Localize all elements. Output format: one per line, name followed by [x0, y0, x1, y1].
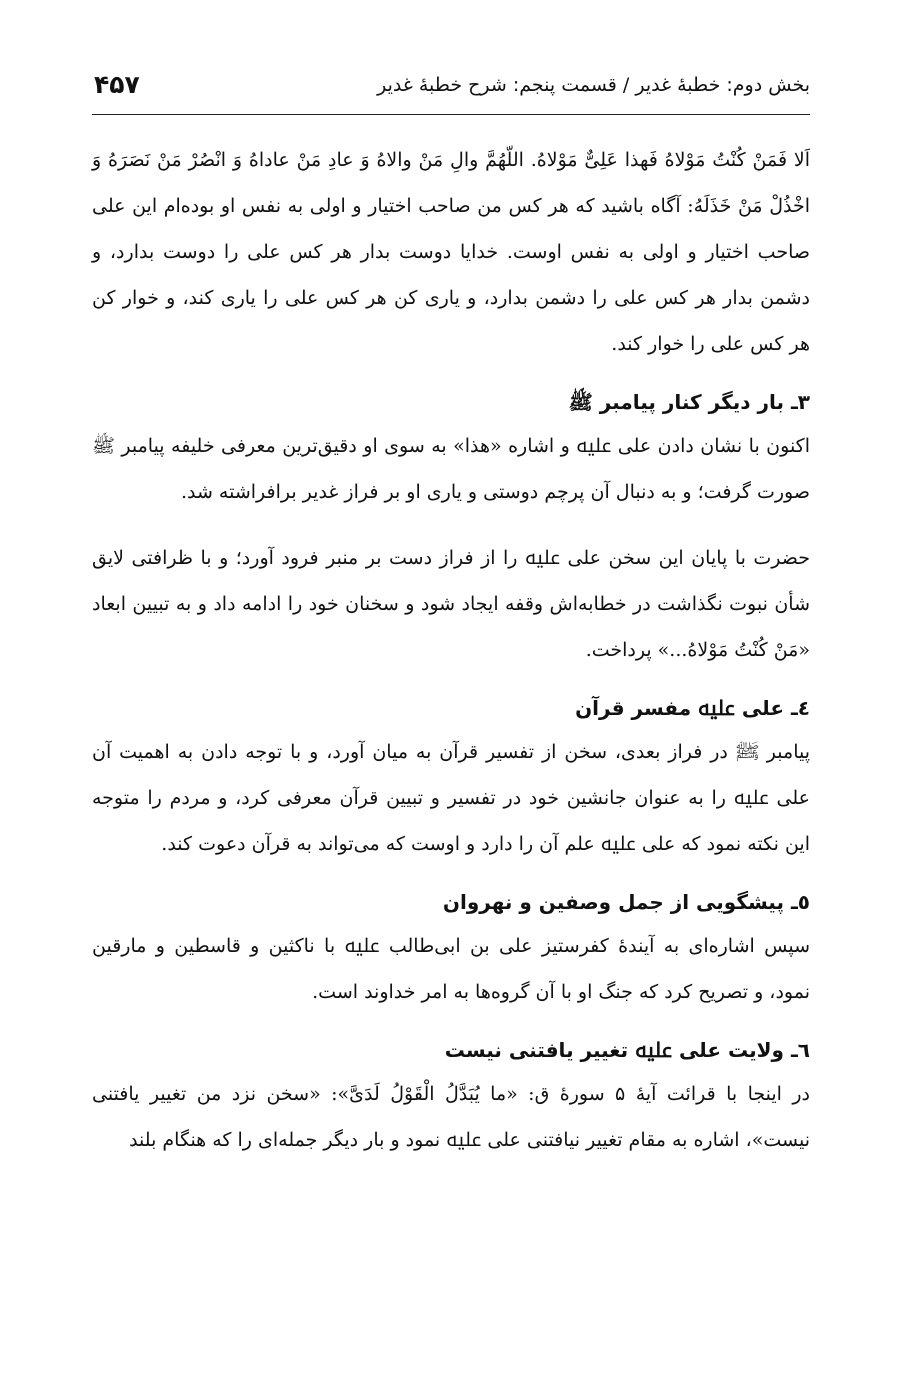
paragraph-prophecy: سپس اشاره‌ای به آیندهٔ کفرستیز علی بن ابی‌طالب ﷷ با ناکثین و قاسطین و مارقین نمود، و تصریح کرد که جنگ او با آن گروه‌ها به امر خداوند است.	[92, 935, 810, 1003]
running-header	[92, 68, 810, 115]
running-title: بخش دوم: خطبهٔ غدیر / قسمت پنجم: شرح خطبهٔ غدیر	[377, 74, 810, 96]
section-heading-6: ٦ـ ولایت علی ﷷ تغییر یافتنی نیست	[444, 1038, 810, 1062]
paragraph-unchangeable-wilayah: در اینجا با قرائت آیهٔ ۵ سورهٔ ق: «ما یُبَدَّلُ الْقَوْلُ لَدَیَّ»: «سخن نزد من تغییر یافتنی نیست»، اشاره به مقام تغییر نیافتنی علی ﷷ نمود و بار دیگر جمله‌ای را که هنگام بلند	[92, 1083, 810, 1151]
paragraph-hadith-translation: اَلا فَمَنْ کُنْتُ مَوْلاهُ فَهذا عَلِیٌّ مَوْلاهُ. اللّهُمَّ والِ مَنْ والاهُ وَ عادِ مَنْ عاداهُ وَ انْصُرْ مَنْ نَصَرَهُ وَ اخْذُلْ مَنْ خَذَلَهُ: آگاه باشید که هر کس من صاحب اختیار و اولی به نفس او بوده‌ام این علی صاحب اختیار و اولی به نفس اوست. خدایا دوست بدار هر کس علی را دوست بدارد، و دشمن بدار هر کس علی را دشمن بدارد، و یاری کن هر کس علی را یاری کند، و خوار کن هر کس علی را خوار کند.	[92, 149, 810, 355]
paragraph-introduction-of-successor: اکنون با نشان دادن علی ﷷ و اشاره «هذا» به سوی او دقیق‌ترین معرفی خلیفه پیامبر ﷺ صورت گرفت؛ و به دنبال آن پرچم دوستی و یاری او بر فراز غدیر برافراشته شد.	[92, 435, 810, 503]
paragraph-continuation-of-sermon: حضرت با پایان این سخن علی ﷷ را از فراز دست بر منبر فرود آورد؛ و با ظرافتی لایق شأن نبوت نگذاشت در خطابه‌اش وقفه ایجاد شود و سخنان خود را ادامه داد و به تبیین ابعاد «مَنْ کُنْتُ مَوْلاهُ...» پرداخت.	[92, 547, 810, 661]
paragraph-quran-interpreter: پیامبر ﷺ در فراز بعدی، سخن از تفسیر قرآن به میان آورد، و با توجه دادن به اهمیت آن علی ﷷ را به عنوان جانشین خود در تفسیر و تبیین قرآن معرفی کرد، و مردم را متوجه این نکته نمود که علی ﷷ علم آن را دارد و اوست که می‌تواند به قرآن دعوت کند.	[92, 741, 810, 855]
section-heading-5: ٥ـ پیشگویی از جمل وصفین و نهروان	[442, 890, 810, 914]
section-heading-4: ٤ـ علی ﷷ مفسر قرآن	[575, 696, 810, 720]
section-heading-3: ۳ـ بار دیگر کنار پیامبر ﷺ	[568, 390, 810, 414]
book-page	[92, 68, 810, 1368]
page-number: ۴۵۷	[94, 70, 140, 99]
